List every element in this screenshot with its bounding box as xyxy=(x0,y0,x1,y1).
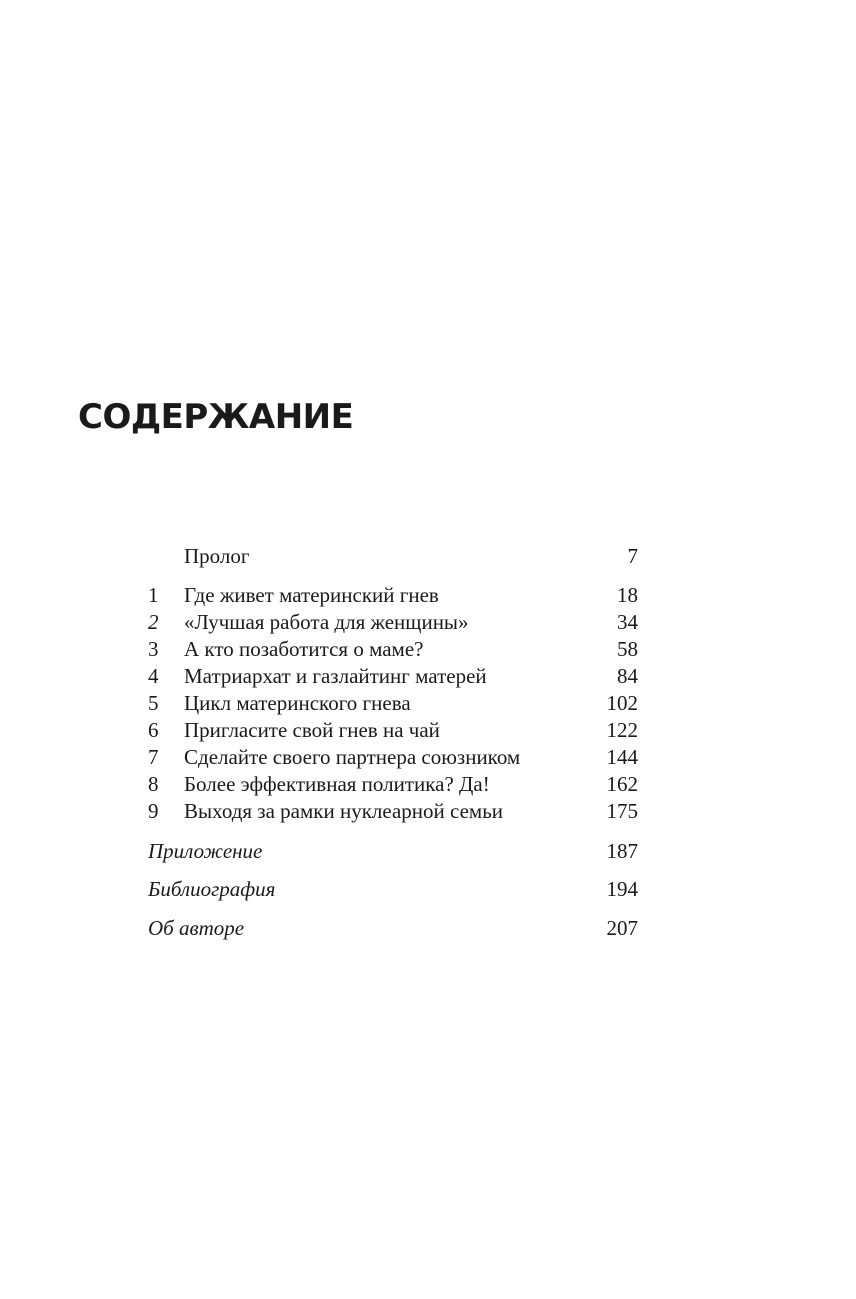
chapter-number: 8 xyxy=(148,772,159,796)
toc-entry-title: Цикл материнского гнева xyxy=(184,691,411,715)
page-title: СОДЕРЖАНИЕ xyxy=(78,397,354,437)
toc-entry-title: Библиография xyxy=(148,877,276,901)
chapter-number: 4 xyxy=(148,664,159,688)
toc-page-number: 144 xyxy=(606,745,638,769)
toc-entry-title: Более эффективная политика? Да! xyxy=(184,772,490,796)
chapter-number: 3 xyxy=(148,637,159,661)
toc-entry-title: Где живет материнский гнев xyxy=(184,583,439,607)
toc-page-number: 122 xyxy=(606,718,638,742)
chapter-number: 1 xyxy=(148,583,159,607)
chapter-number: 5 xyxy=(148,691,159,715)
toc-page-number: 207 xyxy=(606,916,638,940)
toc-page-number: 84 xyxy=(617,664,638,688)
toc-entry-title: Об авторе xyxy=(148,916,245,940)
toc-entry-title: Матриархат и газлайтинг матерей xyxy=(184,664,487,688)
toc-chapter-6 xyxy=(146,717,638,744)
toc-chapter-2 xyxy=(146,609,638,636)
toc-entry-title: Пригласите свой гнев на чай xyxy=(184,718,440,742)
chapter-number: 7 xyxy=(148,745,159,769)
toc-entry-title: Выходя за рамки нуклеарной семьи xyxy=(184,799,504,823)
toc-entry-title: «Лучшая работа для женщины» xyxy=(184,610,469,634)
toc-page-number: 194 xyxy=(606,877,638,901)
toc-page-number: 34 xyxy=(617,610,638,634)
chapter-number: 9 xyxy=(148,799,159,823)
toc-appendix xyxy=(146,838,638,865)
toc-page-number: 58 xyxy=(617,637,638,661)
toc-page-number: 162 xyxy=(606,772,638,796)
toc-bibliography xyxy=(146,876,638,903)
toc-chapter-7 xyxy=(146,744,638,771)
toc-page-number: 7 xyxy=(627,544,638,568)
toc-entry-title: Сделайте своего партнера союзником xyxy=(184,745,521,769)
chapter-number: 2 xyxy=(148,610,159,634)
toc-entry-title: А кто позаботится о маме? xyxy=(184,637,424,661)
toc-chapter-5 xyxy=(146,690,638,717)
toc-page-number: 175 xyxy=(606,799,638,823)
toc-entry-title: Приложение xyxy=(148,839,263,863)
toc-chapter-9 xyxy=(146,798,638,825)
toc-page-number: 18 xyxy=(617,583,638,607)
toc-chapter-3 xyxy=(146,636,638,663)
chapter-number: 6 xyxy=(148,718,159,742)
toc-chapter-1 xyxy=(146,582,638,609)
toc-prologue xyxy=(146,543,638,570)
toc-entry-title: Пролог xyxy=(184,544,250,568)
toc-about-author xyxy=(146,915,638,942)
toc-page-number: 187 xyxy=(606,839,638,863)
toc-chapter-4 xyxy=(146,663,638,690)
toc-chapter-8 xyxy=(146,771,638,798)
toc-page-number: 102 xyxy=(606,691,638,715)
